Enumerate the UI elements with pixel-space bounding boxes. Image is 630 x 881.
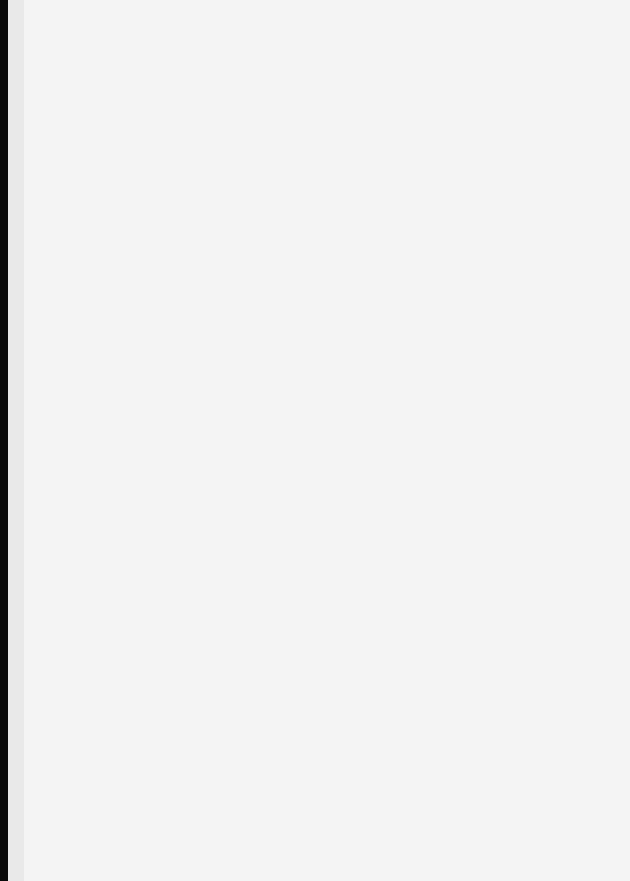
rotated-form-page xyxy=(119,40,630,860)
document-page xyxy=(24,0,630,881)
binding-spine xyxy=(0,0,8,881)
